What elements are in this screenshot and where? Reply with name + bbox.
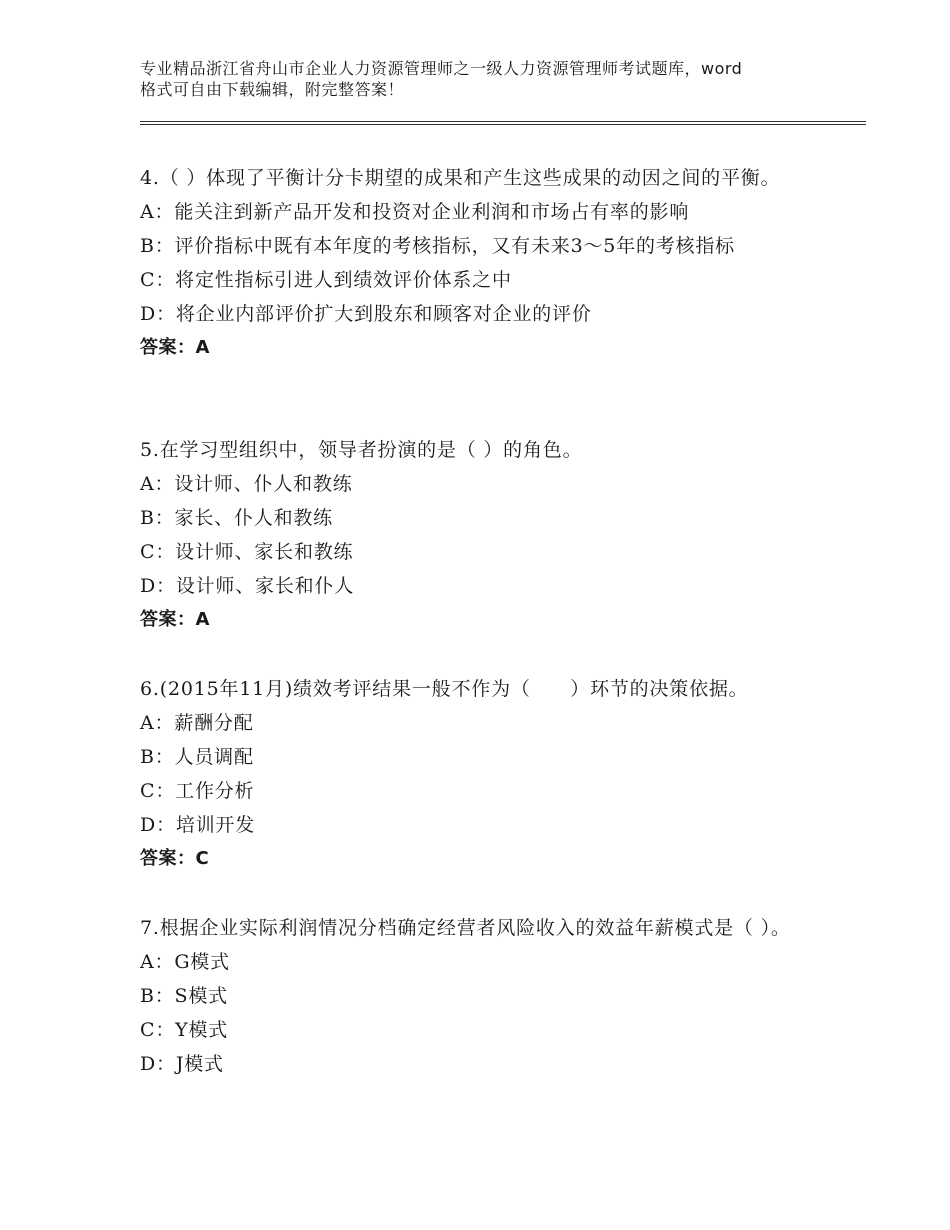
option-c: C：Y模式 [140, 1019, 229, 1041]
option-b: B：家长、仆人和教练 [140, 507, 333, 529]
question-stem: 7.根据企业实际利润情况分档确定经营者风险收入的效益年薪模式是（ ）。 [140, 917, 791, 939]
question-stem: 5.在学习型组织中，领导者扮演的是（ ）的角色。 [140, 439, 583, 461]
option-b: B：评价指标中既有本年度的考核指标，又有未来3～5年的考核指标 [140, 235, 735, 257]
option-c: C：将定性指标引进人到绩效评价体系之中 [140, 269, 512, 291]
question-5 [140, 433, 830, 637]
option-a: A：设计师、仆人和教练 [140, 473, 353, 495]
question-stem: 4.（ ）体现了平衡计分卡期望的成果和产生这些成果的动因之间的平衡。 [140, 167, 781, 189]
header-title-line-1: 专业精品浙江省舟山市企业人力资源管理师之一级人力资源管理师考试题库，word [140, 59, 743, 78]
option-b: B：S模式 [140, 985, 228, 1007]
option-a: A：G模式 [140, 951, 230, 973]
answer: 答案：A [140, 337, 210, 358]
header-title-line-2: 格式可自由下载编辑，附完整答案！ [140, 80, 405, 99]
option-b: B：人员调配 [140, 746, 254, 768]
option-a: A：薪酬分配 [140, 712, 254, 734]
option-c: C：设计师、家长和教练 [140, 541, 354, 563]
question-4 [140, 161, 830, 365]
question-7 [140, 911, 830, 1081]
answer: 答案：C [140, 848, 210, 869]
document-header [140, 58, 830, 100]
answer: 答案：A [140, 609, 210, 630]
option-c: C：工作分析 [140, 780, 255, 802]
question-6 [140, 672, 830, 876]
option-d: D：设计师、家长和仆人 [140, 575, 355, 597]
option-d: D：J模式 [140, 1053, 224, 1075]
option-d: D：培训开发 [140, 814, 256, 836]
option-d: D：将企业内部评价扩大到股东和顾客对企业的评价 [140, 303, 592, 325]
header-divider [140, 121, 866, 125]
question-stem: 6.(2015年11月)绩效考评结果一般不作为（ ）环节的决策依据。 [140, 678, 749, 700]
option-a: A：能关注到新产品开发和投资对企业利润和市场占有率的影响 [140, 201, 690, 223]
